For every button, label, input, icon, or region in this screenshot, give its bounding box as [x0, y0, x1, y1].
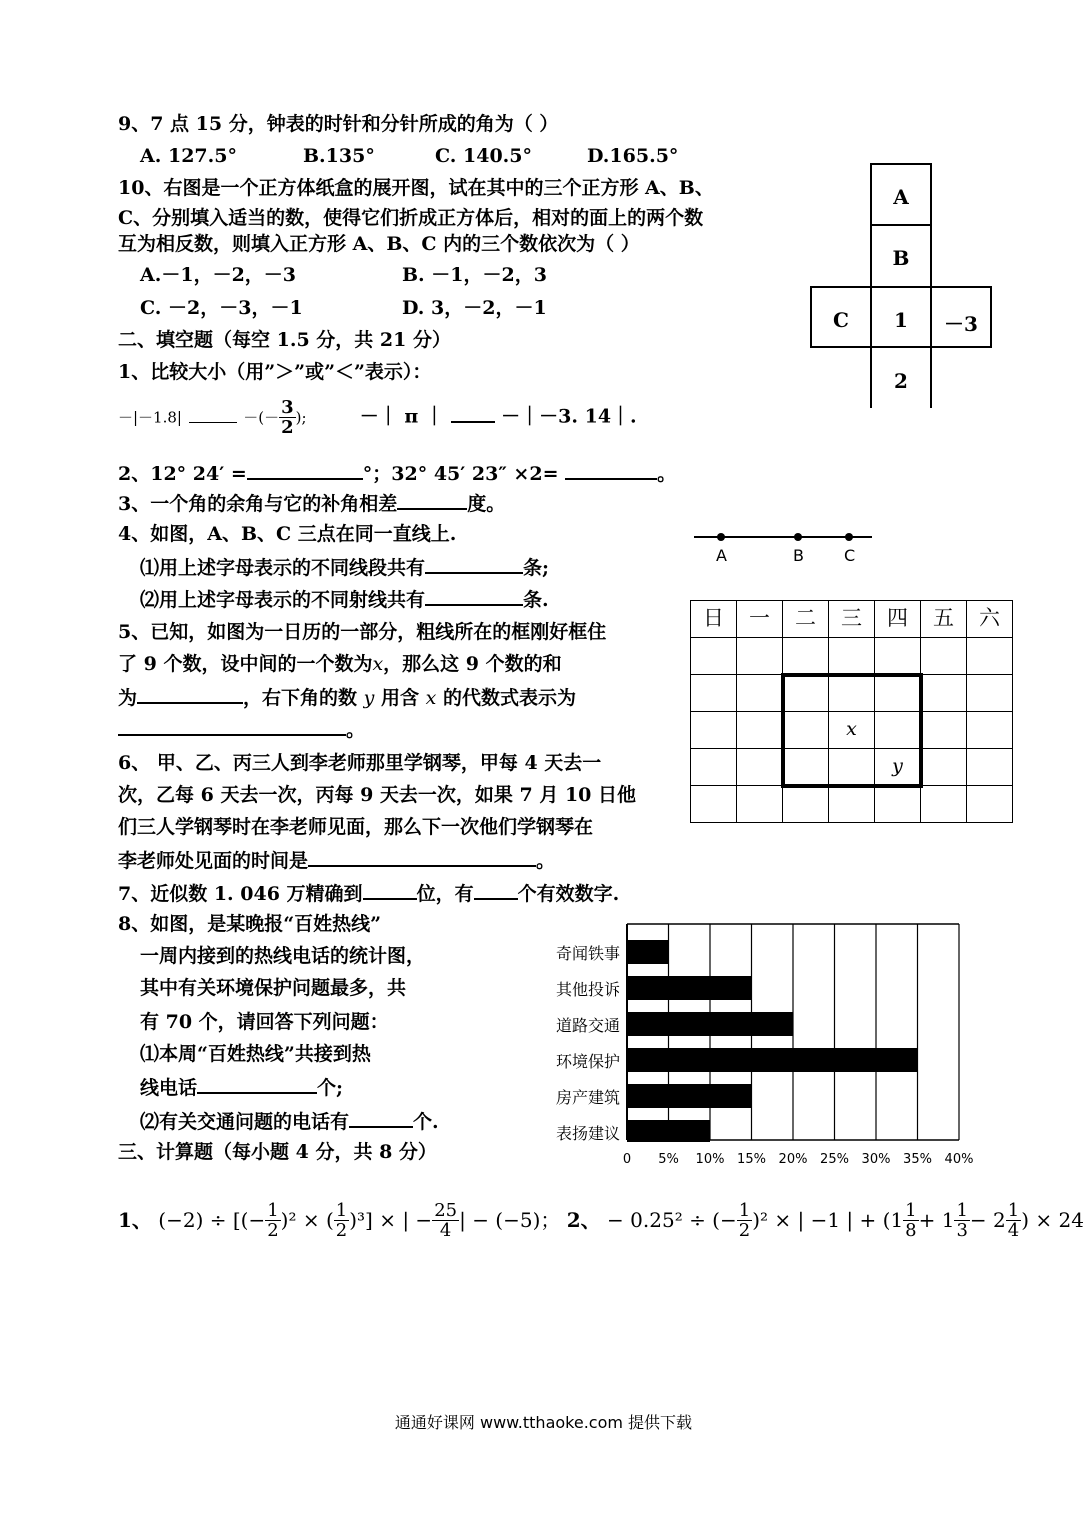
- q9-option-d: D.165.5°: [587, 145, 679, 167]
- f8-blank-2[interactable]: [349, 1108, 413, 1128]
- f1-expression: [118, 398, 637, 448]
- calc1-frac3: $\frac{25}{4}$: [434, 1199, 458, 1241]
- point-c-label: C: [844, 546, 856, 565]
- chart-bar: [627, 976, 752, 1000]
- f3-line: [118, 490, 505, 516]
- chart-bar: [627, 940, 669, 964]
- calendar-header-cell: 三: [828, 600, 875, 638]
- f7-part1: 7、近似数 1. 046 万精确到: [118, 883, 363, 905]
- f5-line3: [118, 684, 576, 710]
- f4-sub1-text: ⑴用上述字母表示的不同线段共有: [140, 557, 426, 579]
- calendar-cell: [966, 711, 1013, 749]
- f1-expr-a: －|－1.8|: [118, 408, 182, 427]
- calendar-cell: [690, 637, 737, 675]
- f5-line3c: 用含: [381, 687, 420, 709]
- f5-blank-1[interactable]: [137, 684, 243, 704]
- f5-line2a: 了 9 个数，设中间的一个数为: [118, 653, 373, 675]
- point-b: [794, 533, 802, 541]
- f6-line4b: 。: [536, 850, 556, 872]
- calendar-cell: [920, 785, 967, 823]
- calendar-cell: [828, 637, 875, 675]
- calc1-frac2: $\frac{1}{2}$: [335, 1199, 348, 1241]
- chart-tick-label: 20%: [778, 1152, 808, 1167]
- point-a-label: A: [716, 546, 727, 565]
- calendar-grid: [690, 600, 1012, 822]
- calendar-header-cell: 六: [966, 600, 1013, 638]
- f3-blank[interactable]: [397, 490, 467, 510]
- f4-blank-2[interactable]: [425, 586, 523, 606]
- calendar-cell: [736, 748, 783, 786]
- f6-line2: 次，乙每 6 天去一次，丙每 9 天去一次，如果 7 月 10 日他: [118, 784, 637, 806]
- f2-part1: 2、12° 24′ =: [118, 463, 247, 485]
- section3-title: 三、计算题（每小题 4 分，共 8 分）: [118, 1141, 437, 1163]
- calendar-cell: [920, 711, 967, 749]
- f1-expr-d: －｜－3. 14｜.: [501, 405, 637, 428]
- net-label-b: B: [892, 246, 910, 270]
- f4-blank-1[interactable]: [425, 554, 523, 574]
- calendar-cell: [782, 785, 829, 823]
- f7-blank-2[interactable]: [474, 880, 518, 900]
- calendar-cell: [966, 748, 1013, 786]
- chart-bar: [627, 1120, 710, 1142]
- point-b-label: B: [793, 546, 804, 565]
- calendar-cell: [690, 785, 737, 823]
- calendar-cell: [874, 785, 921, 823]
- f5-line3b: ，右下角的数: [243, 687, 358, 709]
- calendar-cell: [920, 674, 967, 712]
- q9-option-a: A. 127.5°: [140, 145, 237, 167]
- calc1-frac1: $\frac{1}{2}$: [267, 1199, 279, 1241]
- calendar-cell: [736, 711, 783, 749]
- q10-line3: 互为相反数，则填入正方形 A、B、C 内的三个数依次为（ ）: [118, 233, 640, 255]
- f5-var-x2: x: [425, 687, 437, 709]
- calendar-cell: [966, 785, 1013, 823]
- calendar-cell: [736, 637, 783, 675]
- f8-line7: [140, 1108, 439, 1134]
- f7-part3: 个有效数字.: [517, 883, 620, 905]
- calc2-e: ) × 24: [1021, 1208, 1084, 1232]
- calc1-a: (−2) ÷ [(−: [158, 1208, 266, 1232]
- f5-var-y: y: [363, 687, 375, 709]
- f5-var-x: x: [372, 653, 384, 675]
- chart-tick-label: 0: [622, 1152, 632, 1167]
- chart-bar: [627, 1084, 752, 1108]
- calc2-frac1: $\frac{1}{2}$: [738, 1199, 751, 1241]
- point-c: [845, 533, 853, 541]
- chart-category-label: 其他投诉: [555, 980, 620, 999]
- calendar-header-cell: 四: [874, 600, 921, 638]
- calendar-cell: [690, 711, 737, 749]
- calendar-highlight-frame: [781, 673, 923, 788]
- point-a: [717, 533, 725, 541]
- f2-blank-1[interactable]: [247, 460, 363, 480]
- f5-line3a: 为: [118, 687, 138, 709]
- f5-line2b: ，那么这 9 个数的和: [383, 653, 562, 675]
- f7-blank-1[interactable]: [363, 880, 417, 900]
- f2-part3: 。: [657, 463, 677, 485]
- calendar-cell: [828, 785, 875, 823]
- f5-line4-end: 。: [346, 719, 366, 741]
- calc2-b: )² × | −1 | + (1: [752, 1208, 904, 1232]
- f1-expr-b: －(－: [243, 408, 280, 427]
- chart-bar: [627, 1012, 793, 1036]
- calendar-header-cell: 五: [920, 600, 967, 638]
- calc2-c: + 1: [918, 1208, 955, 1232]
- f3-part2: 度。: [467, 493, 506, 515]
- net-label-a: A: [893, 185, 909, 209]
- net-label-bottom: 2: [894, 369, 908, 393]
- f4-sub2-end: 条.: [523, 589, 549, 611]
- calendar-cell: [736, 785, 783, 823]
- calendar-cell: [966, 637, 1013, 675]
- f6-line4a: 李老师处见面的时间是: [118, 850, 309, 872]
- f8-line7b: 个.: [413, 1111, 439, 1133]
- q9-stem: 9、7 点 15 分，钟表的时针和分针所成的角为（ ）: [118, 113, 559, 135]
- calc1-label: 1、: [118, 1208, 152, 1232]
- net-label-center: 1: [894, 308, 908, 332]
- net-label-right: －3: [944, 312, 978, 336]
- calc2-label: 2、: [566, 1208, 601, 1232]
- calendar-cell: y: [874, 748, 921, 786]
- f1-blank-1[interactable]: [189, 410, 237, 423]
- calendar-header-cell: 一: [736, 600, 783, 638]
- calendar-cell: [920, 637, 967, 675]
- f1-expr-b-end: );: [295, 408, 307, 427]
- f3-part1: 3、一个角的余角与它的补角相差: [118, 493, 398, 515]
- chart-bar: [627, 1048, 918, 1072]
- section2-title: 二、填空题（每空 1.5 分，共 21 分）: [118, 329, 451, 351]
- f6-blank[interactable]: [308, 847, 536, 867]
- calendar-cell: [966, 674, 1013, 712]
- f6-line3: 们三人学钢琴时在李老师见面，那么下一次他们学钢琴在: [118, 816, 594, 838]
- chart-tick-label: 35%: [903, 1152, 932, 1167]
- chart-category-label: 房产建筑: [555, 1088, 620, 1107]
- f6-line4: [118, 847, 555, 873]
- calc2-frac2: $\frac{1}{8}$: [905, 1199, 917, 1241]
- calendar-cell: [690, 674, 737, 712]
- f8-line4: 有 70 个，请回答下列问题：: [140, 1011, 389, 1033]
- calc2-frac3: $\frac{1}{3}$: [956, 1199, 968, 1241]
- f1-expr-c: －｜ π ｜: [359, 405, 444, 428]
- f2-line: [118, 460, 676, 486]
- calc1-expression: [118, 1192, 1084, 1248]
- f8-line6a: 线电话: [140, 1077, 198, 1099]
- page-footer: 通通好课网 www.tthaoke.com 提供下载: [394, 1413, 693, 1432]
- f1-blank-2[interactable]: [451, 403, 495, 423]
- q10-option-c: C. －2，－3，－1: [140, 297, 303, 319]
- q10-option-b: B. －1，－2，3: [402, 264, 547, 286]
- q10-line2: C、分别填入适当的数，使得它们折成正方体后，相对的面上的两个数: [118, 207, 704, 229]
- calendar-cell: x: [828, 711, 875, 749]
- chart-tick-label: 30%: [861, 1152, 891, 1167]
- f8-line5: ⑴本周“百姓热线”共接到热: [140, 1043, 371, 1065]
- f8-line6b: 个;: [317, 1077, 344, 1099]
- chart-category-label: 表扬建议: [555, 1124, 620, 1143]
- calendar-header-cell: 二: [782, 600, 829, 638]
- f8-line2: 一周内接到的热线电话的统计图，: [140, 945, 426, 967]
- chart-tick-label: 25%: [820, 1152, 849, 1167]
- q10-option-a: A.－1，－2，－3: [140, 264, 297, 286]
- chart-tick-label: 5%: [658, 1152, 679, 1167]
- f5-blank-2[interactable]: [118, 716, 346, 736]
- calc2-a: − 0.25² ÷ (−: [607, 1208, 737, 1232]
- f5-line1: 5、已知，如图为一日历的一部分，粗线所在的框刚好框住: [118, 621, 607, 643]
- calendar-cell: [690, 748, 737, 786]
- q9-option-b: B.135°: [303, 145, 375, 167]
- f1-fraction: $\frac{3}{2}$: [281, 397, 294, 438]
- f4-stem: 4、如图，A、B、C 三点在同一直线上.: [118, 523, 457, 545]
- chart-category-label: 环境保护: [555, 1052, 620, 1071]
- calendar-cell: [920, 748, 967, 786]
- calc1-d: | − (−5)；: [459, 1208, 561, 1232]
- chart-tick-label: 15%: [737, 1152, 766, 1167]
- f2-part2: °；32° 45′ 23″ ×2=: [362, 463, 559, 485]
- calendar-cell: [874, 637, 921, 675]
- f8-line3: 其中有关环境保护问题最多，共: [140, 977, 407, 999]
- f8-blank-1[interactable]: [197, 1074, 317, 1094]
- calc1-b: )² × (: [280, 1208, 334, 1232]
- f2-blank-2[interactable]: [565, 460, 657, 480]
- calc2-frac4: $\frac{1}{4}$: [1007, 1199, 1020, 1241]
- calc1-c: )³] × | −: [349, 1208, 433, 1232]
- chart-category-label: 奇闻铁事: [555, 944, 620, 963]
- hotline-bar-chart: [626, 922, 966, 1142]
- f4-sub2: [140, 586, 549, 612]
- f5-line3d: 的代数式表示为: [443, 687, 577, 709]
- q9-option-c: C. 140.5°: [435, 145, 533, 167]
- q10-line1: 10、右图是一个正方体纸盒的展开图，试在其中的三个正方形 A、B、: [118, 177, 714, 199]
- chart-category-label: 道路交通: [555, 1016, 620, 1035]
- calendar-cell: [736, 674, 783, 712]
- f8-line6: [140, 1074, 343, 1100]
- f8-line7a: ⑵有关交通问题的电话有: [140, 1111, 350, 1133]
- calendar-cell: [782, 637, 829, 675]
- f6-line1: 6、 甲、乙、丙三人到李老师那里学钢琴，甲每 4 天去一: [118, 752, 602, 774]
- f5-line2: [118, 652, 562, 676]
- chart-tick-label: 40%: [944, 1152, 974, 1167]
- f7-part2: 位，有: [416, 883, 474, 905]
- f7-line: [118, 880, 619, 906]
- calendar-header-cell: 日: [690, 600, 737, 638]
- f4-sub1-end: 条;: [523, 557, 550, 579]
- f1-stem: 1、比较大小（用”＞”或”＜”表示）：: [118, 361, 432, 383]
- line-abc-figure: [694, 528, 874, 548]
- calc2-d: − 2: [969, 1208, 1006, 1232]
- q10-option-d: D. 3，－2，－1: [402, 297, 547, 319]
- f8-line1: 8、如图，是某晚报“百姓热线”: [118, 913, 382, 935]
- f5-line4: [118, 716, 365, 742]
- chart-tick-label: 10%: [695, 1152, 725, 1167]
- f4-sub2-text: ⑵用上述字母表示的不同射线共有: [140, 589, 426, 611]
- f4-sub1: [140, 554, 549, 580]
- net-label-c: C: [833, 308, 849, 332]
